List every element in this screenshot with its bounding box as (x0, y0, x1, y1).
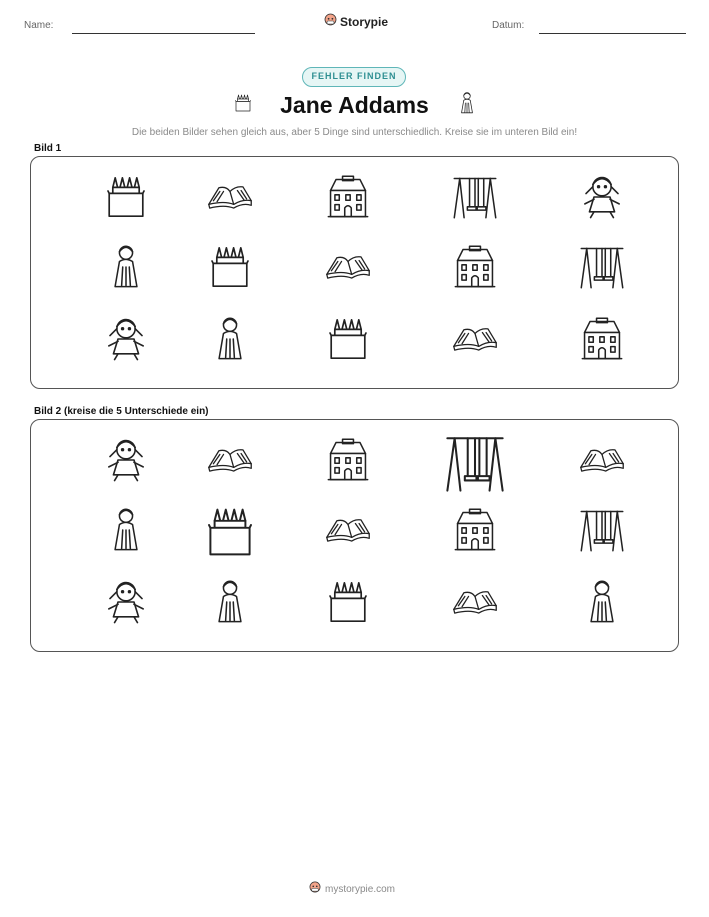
name-field[interactable] (72, 33, 255, 34)
figurine-icon[interactable] (578, 578, 626, 626)
title-figurine-icon (455, 91, 479, 115)
swing-icon[interactable] (578, 243, 626, 291)
house-icon[interactable] (324, 436, 372, 484)
house-icon[interactable] (451, 506, 499, 554)
picture1-label: Bild 1 (34, 143, 62, 154)
swing-icon[interactable] (578, 506, 626, 554)
title-crayons-icon (233, 93, 253, 113)
brand-name: Storypie (340, 15, 389, 29)
house-icon[interactable] (324, 173, 372, 221)
doll-icon[interactable] (102, 578, 150, 626)
category-badge: FEHLER FINDEN (302, 67, 406, 87)
doll-icon[interactable] (102, 436, 150, 484)
house-icon[interactable] (451, 243, 499, 291)
figurine-icon[interactable] (102, 506, 150, 554)
brand (324, 13, 388, 31)
doll-icon[interactable] (102, 315, 150, 363)
picture2-label: Bild 2 (kreise die 5 Unterschiede ein) (34, 406, 209, 417)
book-icon[interactable] (206, 436, 254, 484)
book-icon[interactable] (451, 578, 499, 626)
crayons-icon[interactable] (102, 173, 150, 221)
crayons-icon[interactable] (324, 578, 372, 626)
name-label: Name: (24, 20, 54, 31)
swing-icon[interactable] (451, 173, 499, 221)
picture2-panel (30, 419, 679, 652)
figurine-icon[interactable] (206, 315, 254, 363)
date-field[interactable] (539, 33, 686, 34)
swing-icon[interactable] (443, 431, 507, 495)
footer-url: mystorypie.com (325, 883, 396, 895)
book-icon[interactable] (451, 315, 499, 363)
date-label: Datum: (492, 20, 525, 31)
book-icon[interactable] (324, 506, 372, 554)
picture1-panel (30, 156, 679, 389)
book-icon[interactable] (324, 243, 372, 291)
crayons-icon[interactable] (324, 315, 372, 363)
instructions: Die beiden Bilder sehen gleich aus, aber 5 Dinge sind unterschiedlich. Kreise sie im unteren Bild ein! (131, 127, 578, 138)
house-icon[interactable] (578, 315, 626, 363)
doll-icon[interactable] (578, 173, 626, 221)
book-icon[interactable] (206, 173, 254, 221)
footer (309, 880, 395, 898)
book-icon[interactable] (578, 436, 626, 484)
figurine-icon[interactable] (206, 578, 254, 626)
storypie-logo-icon (309, 880, 321, 898)
storypie-logo-icon (324, 13, 337, 31)
crayons-icon[interactable] (206, 243, 254, 291)
figurine-icon[interactable] (102, 243, 150, 291)
page-title: Jane Addams (280, 92, 429, 118)
crayons-icon[interactable] (202, 504, 258, 560)
